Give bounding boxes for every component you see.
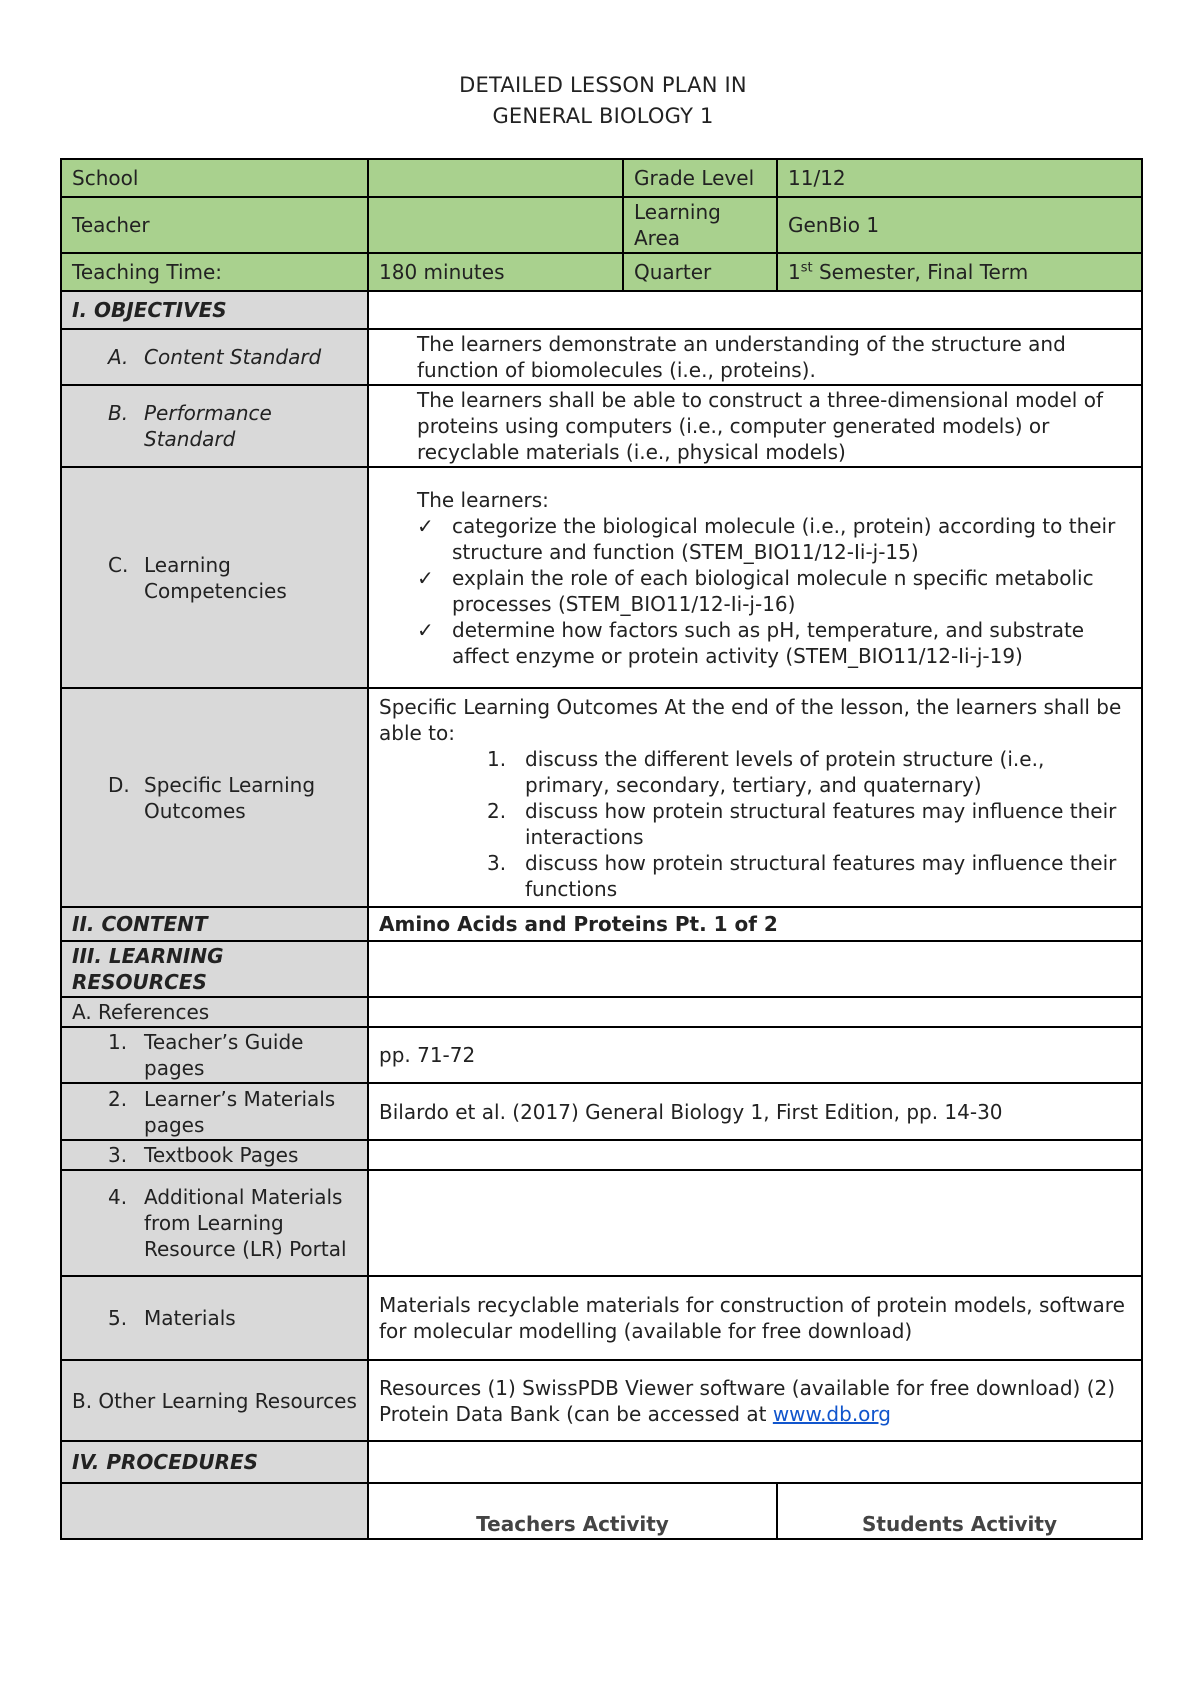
content-standard-row	[61, 329, 1142, 385]
protein-data-bank-link[interactable]: www.db.org	[772, 1401, 891, 1426]
other-resources-text: Resources (1) SwissPDB Viewer software (available for free download) (2) Protein Data Bank (can be accessed at www.db.org	[368, 1360, 1142, 1441]
content-heading: II. CONTENT	[61, 907, 368, 941]
procedures-row	[61, 1441, 1142, 1483]
competencies-label: C. Learning Competencies	[61, 467, 368, 688]
resource-value: Bilardo et al. (2017) General Biology 1, First Edition, pp. 14-30	[368, 1083, 1142, 1140]
learning-area-label: Learning Area	[623, 197, 777, 253]
procedures-heading: IV. PROCEDURES	[61, 1441, 368, 1483]
title-line-1: DETAILED LESSON PLAN IN	[459, 73, 747, 97]
performance-standard-text: The learners shall be able to construct a three-dimensional model of proteins using computers (i.e., computer generated models) or recyclable materials (i.e., physical models)	[368, 385, 1142, 467]
grade-level-label: Grade Level	[623, 159, 777, 197]
learning-area-value: GenBio 1	[777, 197, 1142, 253]
check-icon: ✓	[417, 565, 434, 590]
resource-row	[61, 1170, 1142, 1276]
resource-value	[368, 1140, 1142, 1170]
resource-row	[61, 1140, 1142, 1170]
school-label: School	[61, 159, 368, 197]
outcomes-label: D. Specific Learning Outcomes	[61, 688, 368, 907]
resource-label: 3. Textbook Pages	[61, 1140, 368, 1170]
outcome-item: 1. discuss the different levels of protein structure (i.e., primary, secondary, tertiary, and quaternary)	[487, 746, 1045, 797]
lesson-plan-table	[60, 158, 1143, 1540]
references-row	[61, 997, 1142, 1027]
resource-row	[61, 1027, 1142, 1083]
resource-label: 4. Additional Materials from Learning Resource (LR) Portal	[61, 1170, 368, 1276]
competencies-list	[368, 467, 1142, 688]
performance-standard-label: B. Performance Standard	[61, 385, 368, 467]
resource-value	[368, 1170, 1142, 1276]
quarter-value: 1st Semester, Final Term	[777, 253, 1142, 291]
school-value	[368, 159, 623, 197]
resource-value: Materials recyclable materials for construction of protein models, software for molecular modelling (available for free download)	[368, 1276, 1142, 1360]
competency-item: ✓ categorize the biological molecule (i.e., protein) according to their structure and function (STEM_BIO11/12-Ii-j-15)	[417, 513, 1116, 564]
header-row-time	[61, 253, 1142, 291]
outcome-item: 2. discuss how protein structural features may influence their interactions	[487, 798, 1117, 849]
outcome-item: 3. discuss how protein structural features may influence their functions	[487, 850, 1117, 901]
teaching-time-label: Teaching Time:	[61, 253, 368, 291]
teacher-value	[368, 197, 623, 253]
performance-standard-row	[61, 385, 1142, 467]
students-activity-header: Students Activity	[777, 1483, 1142, 1539]
check-icon: ✓	[417, 617, 434, 642]
teacher-label: Teacher	[61, 197, 368, 253]
title-line-2: GENERAL BIOLOGY 1	[492, 104, 714, 128]
outcomes-list	[368, 688, 1142, 907]
resource-label: 2. Learner’s Materials pages	[61, 1083, 368, 1140]
resource-label: 1. Teacher’s Guide pages	[61, 1027, 368, 1083]
content-row	[61, 907, 1142, 941]
objectives-row	[61, 291, 1142, 329]
competency-item: ✓ determine how factors such as pH, temperature, and substrate affect enzyme or protein activity (STEM_BIO11/12-Ii-j-19)	[417, 617, 1085, 668]
resource-label: 5. Materials	[61, 1276, 368, 1360]
competency-item: ✓ explain the role of each biological molecule n specific metabolic processes (STEM_BIO11/12-Ii-j-16)	[417, 565, 1094, 616]
teachers-activity-header: Teachers Activity	[368, 1483, 777, 1539]
header-row-school	[61, 159, 1142, 197]
header-row-teacher	[61, 197, 1142, 253]
outcomes-intro: Specific Learning Outcomes At the end of the lesson, the learners shall be able to:	[379, 694, 1122, 745]
competencies-row	[61, 467, 1142, 688]
teaching-time-value: 180 minutes	[368, 253, 623, 291]
content-standard-text: The learners demonstrate an understanding of the structure and function of biomolecules (i.e., proteins).	[368, 329, 1142, 385]
resource-row	[61, 1276, 1142, 1360]
objectives-heading: I. OBJECTIVES	[61, 291, 368, 329]
content-value: Amino Acids and Proteins Pt. 1 of 2	[368, 907, 1142, 941]
content-standard-label: A. Content Standard	[61, 329, 368, 385]
resource-row	[61, 1083, 1142, 1140]
learning-resources-heading: III. LEARNING RESOURCES	[61, 941, 368, 997]
outcomes-row	[61, 688, 1142, 907]
resource-value: pp. 71-72	[368, 1027, 1142, 1083]
other-resources-label: B. Other Learning Resources	[61, 1360, 368, 1441]
document-title	[0, 70, 1200, 132]
other-resources-row	[61, 1360, 1142, 1441]
check-icon: ✓	[417, 513, 434, 538]
references-label: A. References	[61, 997, 368, 1027]
activity-header-row	[61, 1483, 1142, 1539]
learning-resources-row	[61, 941, 1142, 997]
grade-level-value: 11/12	[777, 159, 1142, 197]
competencies-intro: The learners:	[417, 487, 549, 512]
quarter-label: Quarter	[623, 253, 777, 291]
